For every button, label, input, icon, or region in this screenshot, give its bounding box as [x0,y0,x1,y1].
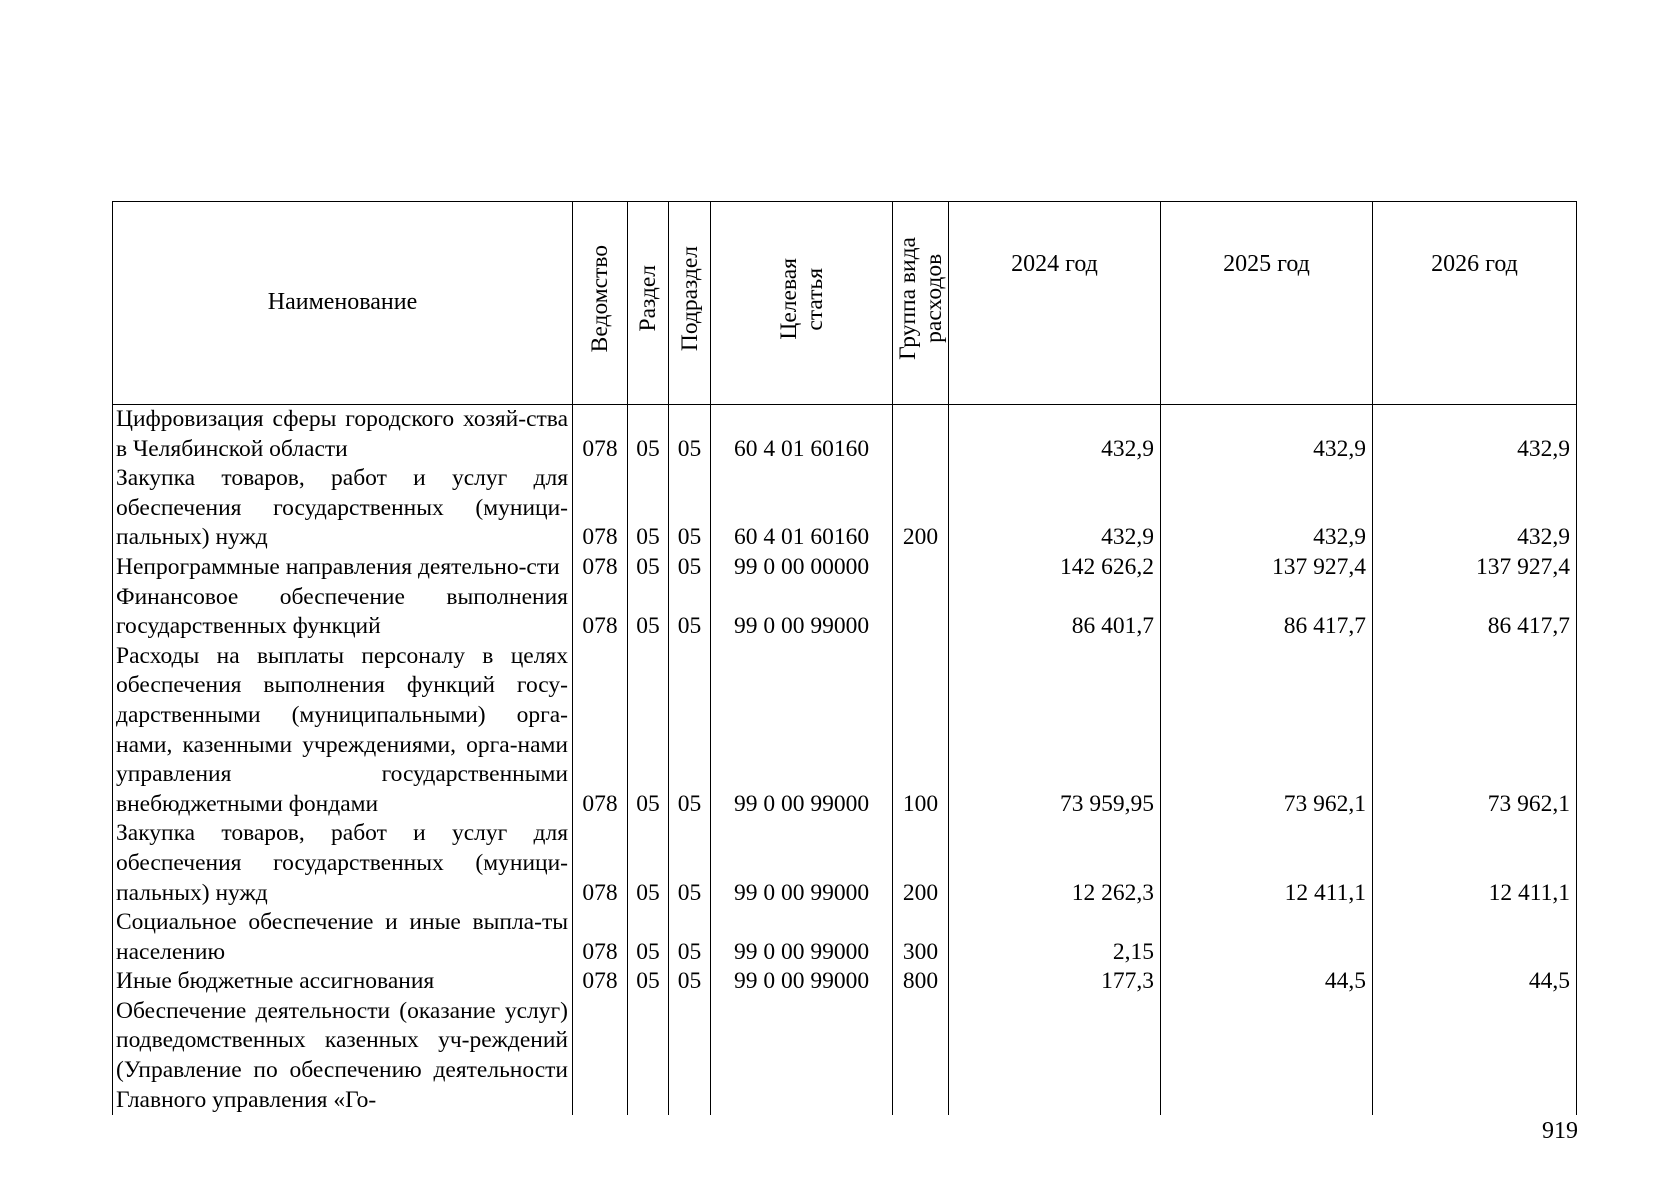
row-value-2024: 142 626,2 [949,553,1161,583]
row-section: 05 [628,583,669,642]
row-name: Обеспечение деятельности (оказание услуг) подведомственных казенных уч-реждений (Управление по обеспечению деятельности Главного управления «Го- [113,997,573,1115]
row-expense-group: 100 [893,642,949,820]
row-section: 05 [628,908,669,967]
row-value-2024: 177,3 [949,967,1161,997]
header-target-article-label [776,258,828,340]
row-target-article: 60 4 01 60160 [711,405,893,465]
row-department: 078 [573,583,628,642]
table-row [113,583,1577,642]
header-target-article [711,202,893,405]
row-target-article: 60 4 01 60160 [711,464,893,553]
header-name: Наименование [113,202,573,405]
row-department: 078 [573,464,628,553]
row-expense-group [893,997,949,1115]
row-subsection: 05 [669,967,711,997]
row-department: 078 [573,405,628,465]
row-expense-group [893,553,949,583]
row-department: 078 [573,967,628,997]
header-expense-group-label [895,237,947,360]
row-value-2025 [1161,997,1373,1115]
table-body [113,405,1577,1116]
row-name: Цифровизация сферы городского хозяй-ства в Челябинской области [113,405,573,465]
row-value-2025: 86 417,7 [1161,583,1373,642]
row-name: Социальное обеспечение и иные выпла-ты населению [113,908,573,967]
row-subsection: 05 [669,464,711,553]
row-target-article: 99 0 00 00000 [711,553,893,583]
row-target-article: 99 0 00 99000 [711,642,893,820]
header-section [628,202,669,405]
header-subsection-label: Подраздел [676,246,703,352]
header-year-2025: 2025 год [1161,202,1373,405]
row-target-article: 99 0 00 99000 [711,583,893,642]
row-value-2025: 44,5 [1161,967,1373,997]
row-value-2026 [1373,997,1577,1115]
row-name: Финансовое обеспечение выполнения государственных функций [113,583,573,642]
row-value-2025: 432,9 [1161,405,1373,465]
row-section: 05 [628,553,669,583]
row-value-2026: 12 411,1 [1373,819,1577,908]
header-department [573,202,628,405]
row-value-2026: 432,9 [1373,405,1577,465]
header-subsection [669,202,711,405]
row-name: Закупка товаров, работ и услуг для обеспечения государственных (муници-пальных) нужд [113,819,573,908]
row-expense-group: 800 [893,967,949,997]
row-value-2024: 2,15 [949,908,1161,967]
row-target-article: 99 0 00 99000 [711,908,893,967]
row-value-2025: 137 927,4 [1161,553,1373,583]
row-subsection: 05 [669,583,711,642]
row-section: 05 [628,967,669,997]
table-row [113,642,1577,820]
row-value-2026: 86 417,7 [1373,583,1577,642]
row-value-2026: 44,5 [1373,967,1577,997]
table-header-row [113,202,1577,405]
row-subsection: 05 [669,642,711,820]
row-value-2024 [949,997,1161,1115]
header-year-2026: 2026 год [1373,202,1577,405]
page-number: 919 [1542,1118,1578,1144]
table-row [113,997,1577,1115]
row-subsection: 05 [669,819,711,908]
row-department [573,997,628,1115]
row-department: 078 [573,553,628,583]
row-section [628,997,669,1115]
header-expense-group-line1: Группа вида [894,237,921,361]
row-section: 05 [628,642,669,820]
row-subsection: 05 [669,908,711,967]
row-target-article: 99 0 00 99000 [711,967,893,997]
header-department-label: Ведомство [587,245,613,353]
row-department: 078 [573,908,628,967]
budget-table [112,201,1577,1115]
row-department: 078 [573,819,628,908]
header-expense-group-line2: расходов [920,254,947,344]
row-expense-group: 300 [893,908,949,967]
header-year-2024: 2024 год [949,202,1161,405]
row-value-2025 [1161,908,1373,967]
table-row [113,819,1577,908]
table-row [113,464,1577,553]
row-subsection: 05 [669,553,711,583]
header-target-article-line1: Целевая [775,257,802,340]
row-expense-group: 200 [893,464,949,553]
row-value-2026 [1373,908,1577,967]
row-section: 05 [628,819,669,908]
row-name: Закупка товаров, работ и услуг для обеспечения государственных (муници-пальных) нужд [113,464,573,553]
row-value-2024: 73 959,95 [949,642,1161,820]
row-value-2025: 73 962,1 [1161,642,1373,820]
header-section-label: Раздел [635,265,661,332]
header-target-article-line2: статья [801,267,828,331]
row-value-2026: 432,9 [1373,464,1577,553]
row-subsection: 05 [669,405,711,465]
table-row [113,405,1577,465]
header-expense-group [893,202,949,405]
row-value-2024: 432,9 [949,405,1161,465]
row-subsection [669,997,711,1115]
row-name: Расходы на выплаты персоналу в целях обеспечения выполнения функций госу-дарственными (муниципальными) орга-нами, казенными учреждениями, орга-нами управления государственными внебюджетными фондами [113,642,573,820]
row-name: Непрограммные направления деятельно-сти [113,553,573,583]
table-row [113,967,1577,997]
table-row [113,553,1577,583]
row-expense-group [893,583,949,642]
row-value-2025: 432,9 [1161,464,1373,553]
row-value-2025: 12 411,1 [1161,819,1373,908]
row-value-2026: 73 962,1 [1373,642,1577,820]
row-target-article: 99 0 00 99000 [711,819,893,908]
row-expense-group [893,405,949,465]
table-row [113,908,1577,967]
row-name: Иные бюджетные ассигнования [113,967,573,997]
row-section: 05 [628,405,669,465]
row-value-2024: 86 401,7 [949,583,1161,642]
row-section: 05 [628,464,669,553]
row-value-2024: 432,9 [949,464,1161,553]
row-department: 078 [573,642,628,820]
row-target-article [711,997,893,1115]
row-value-2024: 12 262,3 [949,819,1161,908]
row-expense-group: 200 [893,819,949,908]
row-value-2026: 137 927,4 [1373,553,1577,583]
